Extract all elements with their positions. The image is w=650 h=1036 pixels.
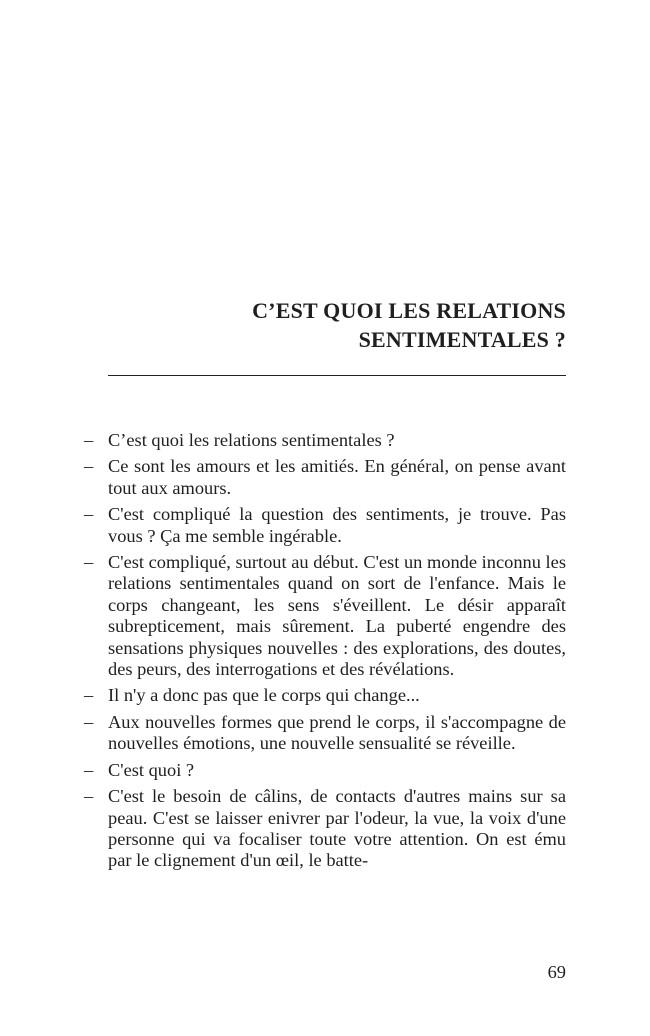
- title-underline-rule: [108, 375, 566, 376]
- dialogue-dash: –: [84, 504, 94, 525]
- dialogue-dash: –: [84, 786, 94, 807]
- dialogue-line: [84, 760, 566, 781]
- dialogue-line: [84, 712, 566, 755]
- dialogue-text: C'est quoi ?: [108, 759, 195, 780]
- dialogue-dash: –: [84, 759, 94, 780]
- dialogue-dash: –: [84, 552, 94, 573]
- chapter-title: [86, 296, 566, 354]
- chapter-title-line-2: SENTIMENTALES ?: [358, 327, 566, 352]
- dialogue-text: C’est quoi les relations sentimentales ?: [108, 430, 395, 450]
- dialogue-line: [84, 685, 566, 706]
- page-number: 69: [547, 962, 566, 982]
- dialogue-text: Ce sont les amours et les amitiés. En général, on pense avant tout aux amours.: [108, 456, 566, 498]
- dialogue-line: [84, 456, 566, 499]
- dialogue-line: [84, 430, 566, 451]
- dialogue-line: [84, 552, 566, 680]
- dialogue-line: [84, 504, 566, 547]
- dialogue-text: C'est le besoin de câlins, de contacts d'autres mains sur sa peau. C'est se laisser enivrer par l'odeur, la vue, la voix d'une personne qui va focaliser toute votre attention. On est ému par le clignement d'un œil, le batte-: [108, 786, 566, 871]
- dialogue-dash: –: [84, 456, 94, 477]
- dialogue-list: [84, 430, 566, 877]
- dialogue-text: C'est compliqué, surtout au début. C'est un monde inconnu les relations sentimentales quand on sort de l'enfance. Mais le corps changeant, les sens s'éveillent. Le désir apparaît subrepticement, mais sûrement. La puberté engendre des sensations physiques nouvelles : des explorations, des doutes, des peurs, des interrogations et des révélations.: [108, 552, 566, 680]
- dialogue-text: Aux nouvelles formes que prend le corps, il s'accompagne de nouvelles émotions, une nouvelle sensualité se réveille.: [108, 711, 566, 754]
- dialogue-dash: –: [84, 685, 94, 706]
- chapter-title-line-1: C’EST QUOI LES RELATIONS: [252, 298, 566, 323]
- dialogue-dash: –: [84, 711, 94, 732]
- dialogue-line: [84, 786, 566, 872]
- dialogue-dash: –: [84, 430, 94, 450]
- dialogue-text: C'est compliqué la question des sentiments, je trouve. Pas vous ? Ça me semble ingérable.: [108, 504, 566, 546]
- dialogue-text: Il n'y a donc pas que le corps qui change...: [108, 685, 420, 706]
